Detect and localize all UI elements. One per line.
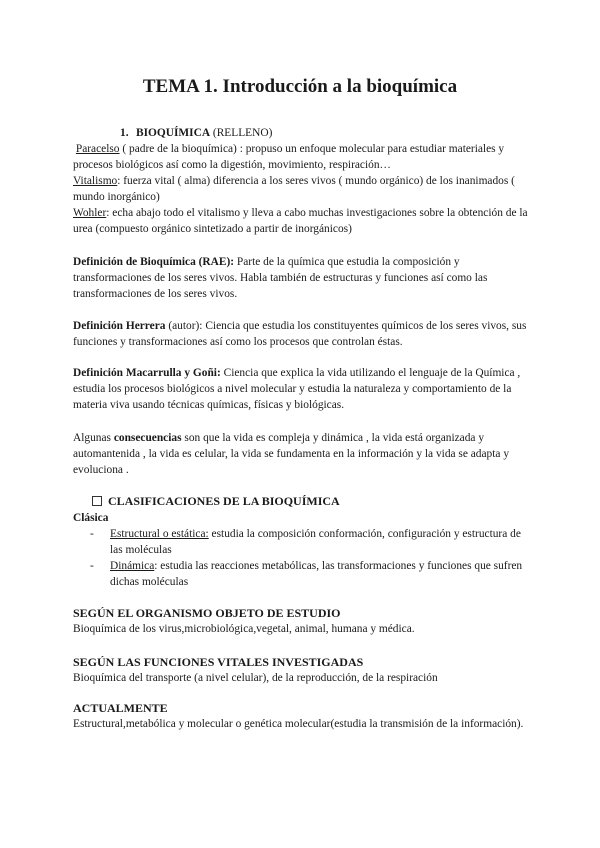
organism-section (73, 605, 533, 637)
list-item-term: Estructural o estática: (110, 528, 209, 540)
definition-text: Parte de la química que estudia la composición y transformaciones de los seres vivos. Habla también de estructuras y funciones así como las transformaciones de los seres vivos. (73, 256, 488, 300)
definition-macarrulla (73, 365, 533, 413)
paracelso-text: ( padre de la bioquímica) : propuso un enfoque molecular para estudiar materiales y procesos biológicos así como la digestión, movimiento, respiración… (73, 143, 505, 171)
vitalismo-term: Vitalismo (73, 175, 118, 187)
list-item-term: Dinámica (110, 560, 155, 572)
definition-label: Definición de Bioquímica (RAE): (73, 256, 235, 268)
vital-functions-text: Bioquímica del transporte (a nivel celular), de la reproducción, de la respiración (73, 672, 438, 684)
currently-section (73, 700, 533, 732)
organism-heading: SEGÚN EL ORGANISMO OBJETO DE ESTUDIO (73, 606, 341, 620)
list-item-text: estudia la composición conformación, configuración y estructura de las moléculas (110, 528, 521, 556)
wohler-paragraph (73, 205, 533, 237)
section-heading (73, 125, 533, 141)
classifications-list (73, 526, 533, 590)
bullet-dash: - (90, 528, 94, 540)
definition-text: Ciencia que estudia los constituyentes químicos de los seres vivos, sus funciones y transformaciones así como los procesos que controlan éstas. (73, 320, 527, 348)
vitalismo-text: : fuerza vital ( alma) diferencia a los seres vivos ( mundo orgánico) de los inanimados ( mundo inorgánico) (73, 175, 515, 203)
paracelso-term: Paracelso (75, 143, 120, 155)
definition-text: Ciencia que explica la vida utilizando el lenguaje de la Química , estudia los procesos biológicos a nivel molecular y estudia la naturaleza y comportamiento de la materia viva usando técnicas químicas, físicas y biológicas. (73, 367, 521, 411)
definition-label: Definición Macarrulla y Goñi: (73, 367, 221, 379)
vitalismo-paragraph (73, 173, 533, 205)
consequences-keyword: consecuencias (113, 432, 182, 444)
classifications-heading (73, 493, 533, 510)
classic-label: Clásica (73, 512, 109, 524)
classifications-heading-text: CLASIFICACIONES DE LA BIOQUÍMICA (108, 494, 340, 508)
bullet-dash: - (90, 560, 94, 572)
consequences-after: son que la vida es compleja y dinámica , la vida está organizada y automantenida , la vida es celular, la vida se fundamenta en la información y la vida se adapta y evoluciona . (73, 432, 510, 476)
section-heading-text: BIOQUÍMICA (136, 127, 211, 139)
section-heading-note: (RELLENO) (210, 127, 273, 139)
currently-text: Estructural,metabólica y molecular o genética molecular(estudia la transmisión de la información). (73, 718, 524, 730)
consequences-before: Algunas (73, 432, 114, 444)
list-item-text: : estudia las reacciones metabólicas, las transformaciones y funciones que sufren dichas moléculas (110, 560, 523, 588)
paracelso-paragraph (73, 141, 533, 173)
section-number: 1. (120, 127, 129, 139)
consequences-paragraph (73, 430, 533, 478)
definition-label-extra: (autor): (165, 320, 203, 332)
organism-text: Bioquímica de los virus,microbiológica,vegetal, animal, humana y médica. (73, 623, 415, 635)
page-title: TEMA 1. Introducción a la bioquímica (142, 76, 458, 97)
list-item (73, 526, 533, 558)
list-item (73, 558, 533, 590)
classifications-section (73, 493, 533, 590)
wohler-term: Wohler (73, 207, 107, 219)
wohler-text: : echa abajo todo el vitalismo y lleva a cabo muchas investigaciones sobre la obtención de la urea (compuesto orgánico sintetizado a partir de inorgánicos) (73, 207, 528, 235)
definition-herrera (73, 318, 533, 350)
definition-label: Definición Herrera (73, 320, 166, 332)
section-bioquimica (73, 125, 533, 237)
currently-heading: ACTUALMENTE (73, 701, 168, 715)
vital-functions-section (73, 654, 533, 686)
vital-functions-heading: SEGÚN LAS FUNCIONES VITALES INVESTIGADAS (73, 655, 364, 669)
checkbox-icon (92, 496, 102, 506)
definition-rae (73, 254, 533, 302)
